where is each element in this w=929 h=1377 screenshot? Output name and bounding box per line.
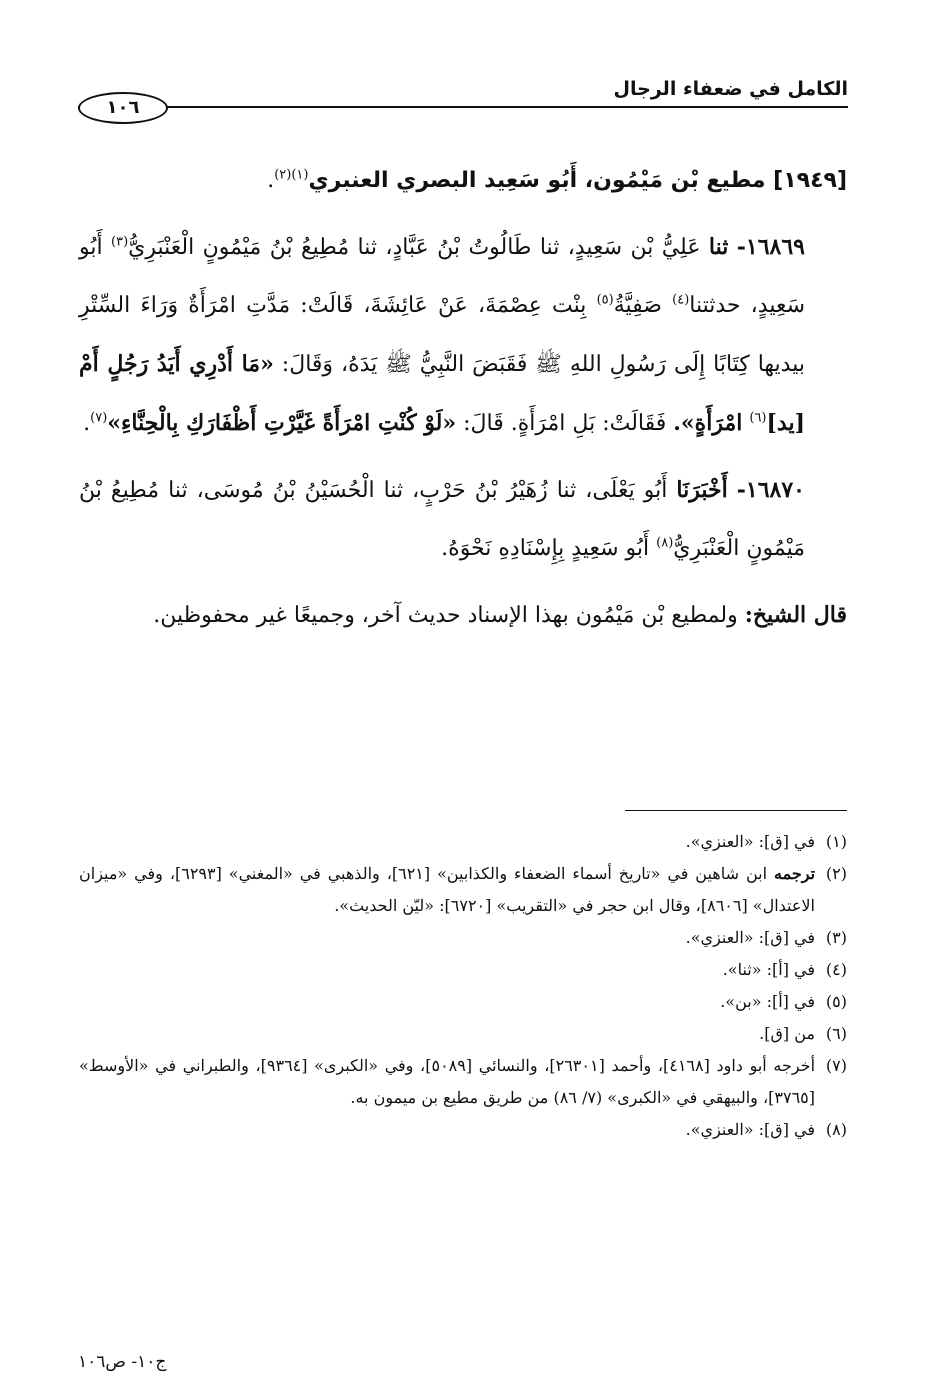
footnote-number: (٦) <box>825 1024 847 1043</box>
hadith-16870 <box>79 461 847 578</box>
footnote-ref: (٧) <box>90 410 108 426</box>
footnote-text: في [ق]: «العنزي». <box>685 1120 815 1139</box>
footnote-separator <box>625 810 847 811</box>
entry-end: . <box>267 168 275 193</box>
page-number: ١٠٦ <box>78 92 168 124</box>
hadith-text: فَقَالَتْ: بَلِ امْرَأَةٍ. قَالَ: <box>463 411 667 436</box>
footnote-number: (٢) <box>825 864 847 883</box>
hadith-number: ١٦٨٦٩- <box>736 234 805 260</box>
sheikh-remark <box>79 586 847 645</box>
page-header <box>78 62 848 122</box>
footnote-ref: (٨) <box>656 535 674 551</box>
hadith-lead: أَخْبَرَنَا <box>676 477 728 503</box>
hadith-text: صَفِيَّةُ <box>613 293 662 318</box>
prophet-quote: امْرَأَةٍ». <box>673 410 743 436</box>
prophet-quote: «مَا أَدْرِي أَيَدُ رَجُلٍ أَمْ [يد] <box>79 351 805 436</box>
footnote-ref: (٤) <box>672 292 690 308</box>
footnote-text: من [ق]. <box>759 1024 815 1043</box>
footnote <box>79 1114 847 1146</box>
footnote <box>79 1050 847 1114</box>
remark-text: ولمطيع بْن مَيْمُون بهذا الإسناد حديث آخر، وجميعًا غير محفوظين. <box>153 603 738 628</box>
hadith-text: . <box>83 411 91 436</box>
footnote-text: أخرجه أبو داود [٤١٦٨]، وأحمد [٢٦٣٠١]، والنسائي [٥٠٨٩]، وفي «الكبرى» [٩٣٦٤]، والطبراني في «الأوسط» [٣٧٦٥]، والبيهقي في «الكبرى» (٧/ ٨٦) من طريق مطيع بن ميمون به. <box>79 1056 816 1107</box>
footnote-number: (٥) <box>825 992 847 1011</box>
hadith-lead: ثنا <box>708 234 729 260</box>
footnote-number: (٨) <box>825 1120 847 1139</box>
hadith-16869 <box>79 218 847 453</box>
footnote <box>79 954 847 986</box>
footnote <box>79 858 847 922</box>
footnote-ref: (٥) <box>596 292 614 308</box>
hadith-number: ١٦٨٧٠- <box>736 477 805 503</box>
footnote-text: ابن شاهين في «تاريخ أسماء الضعفاء والكذابين» [٦٢١]، والذهبي في «المغني» [٦٢٩٣]، وفي «ميزان الاعتدال» [٨٦٠٦]، وقال ابن حجر في «التقريب» [٦٧٢٠]: «ليّن الحديث». <box>79 864 815 915</box>
footnote-number: (١) <box>825 832 847 851</box>
hadith-text: أَبُو سَعِيدٍ بِإِسْنَادِهِ نَحْوَهُ. <box>441 536 650 561</box>
footnote-text: في [ق]: «العنزي». <box>685 928 815 947</box>
footnote <box>79 922 847 954</box>
hadith-text: عَلِيُّ بْن سَعِيدٍ، ثنا طَالُوتُ بْنُ عَبَّادٍ، ثنا مُطِيعُ بْنُ مَيْمُونٍ الْعَنْبَرِيُّ <box>128 235 701 260</box>
hadith-text: بِنْت عِصْمَةَ، عَنْ عَائِشَةَ، قَالَتْ: مَدَّتِ امْرَأَةٌ وَرَاءَ السِّتْرِ بيديها كِتَابًا إِلَى رَسُولِ اللهِ ﷺ فَقَبَضَ النَّبِيُّ ﷺ يَدَهُ، وَقَالَ: <box>79 293 805 377</box>
hadith-text: أَبُو سَعِيدٍ، حدثتنا <box>79 235 806 318</box>
footnotes <box>79 826 847 1146</box>
footnote-number: (٤) <box>825 960 847 979</box>
volume-page-mark: ج١٠- ص١٠٦ <box>78 1352 167 1372</box>
footnote <box>79 1018 847 1050</box>
footnote-number: (٣) <box>825 928 847 947</box>
footnote-text: في [أ]: «ثنا». <box>722 960 815 979</box>
footnote <box>79 826 847 858</box>
footnote-ref: (٦) <box>749 410 767 426</box>
book-title: الكامل في ضعفاء الرجال <box>613 78 848 100</box>
prophet-quote: «لَوْ كُنْتِ امْرَأَةً غَيَّرْتِ أَظْفَارَكِ بِالْحِنَّاءِ» <box>107 410 457 436</box>
footnote-lead: ترجمه <box>774 864 816 883</box>
header-rule <box>78 106 848 108</box>
entry-heading <box>79 152 847 210</box>
footnote-text: في [أ]: «بن». <box>720 992 815 1011</box>
footnote <box>79 986 847 1018</box>
footnote-body <box>79 858 815 922</box>
entry-title: [١٩٤٩] مطيع بْن مَيْمُون، أَبُو سَعِيد البصري العنبري <box>308 168 847 193</box>
footnote-ref: (٣) <box>111 234 129 250</box>
footnote-ref: (١)(٢) <box>274 167 309 183</box>
footnote-text: في [ق]: «العنزي». <box>685 832 815 851</box>
main-text <box>79 152 847 653</box>
hadith-text: أَبُو يَعْلَى، ثنا زُهَيْرُ بْنُ حَرْبٍ، ثنا الْحُسَيْنُ بْنُ مُوسَى، ثنا مُطِيعُ بْنُ مَيْمُونٍ الْعَنْبَرِيُّ <box>79 478 805 561</box>
remark-lead: قال الشيخ: <box>744 602 847 628</box>
footnote-number: (٧) <box>825 1056 847 1075</box>
